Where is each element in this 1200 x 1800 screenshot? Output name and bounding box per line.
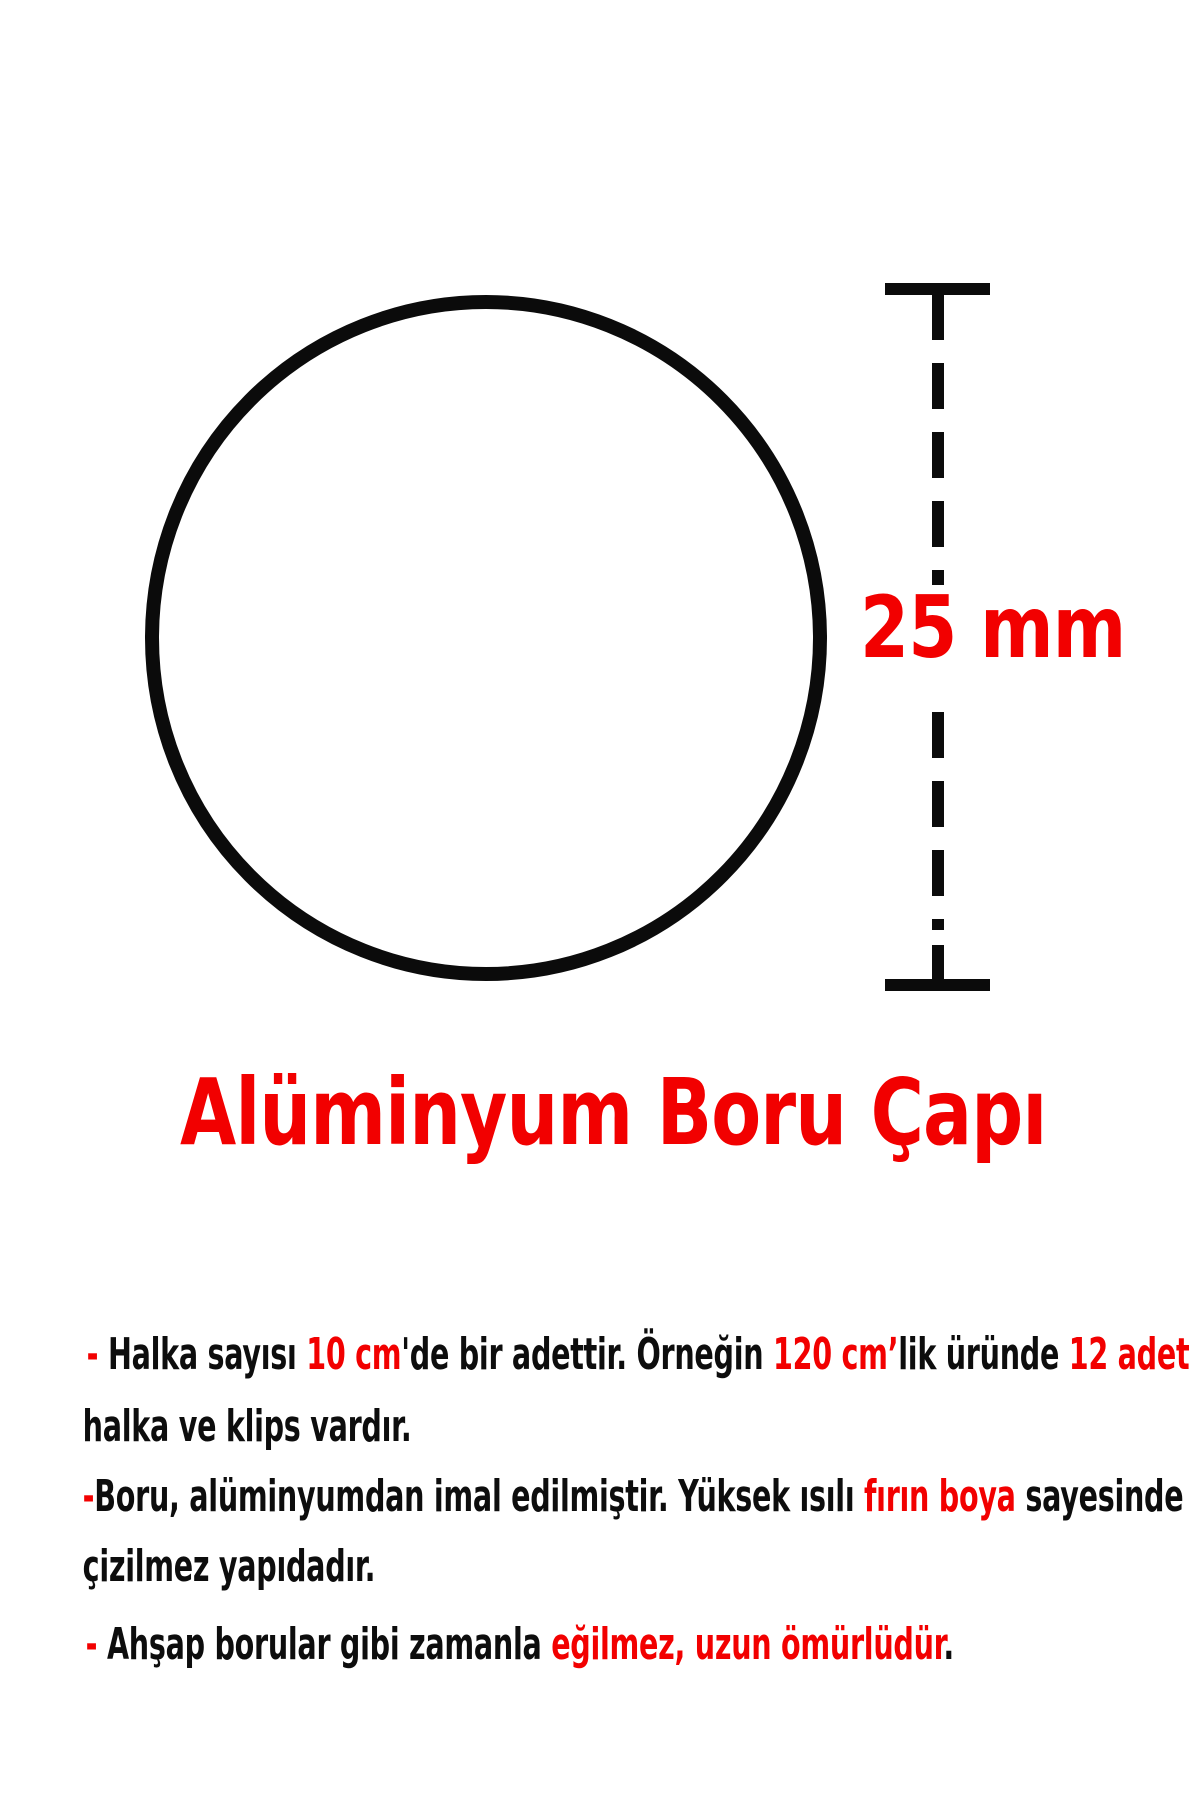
text-segment: 120 cm’ — [773, 1329, 899, 1380]
text-segment: Ahşap borular gibi zamanla — [106, 1619, 552, 1670]
text-segment: 'de bir adettir. Örneğin — [401, 1329, 774, 1380]
text-segment: . — [943, 1619, 954, 1670]
text-segment: 12 adet — [1068, 1329, 1190, 1380]
dimension-label: 25 mm — [860, 578, 1126, 678]
text-line-5 — [47, 1579, 954, 1711]
text-segment: - — [86, 1329, 108, 1380]
page-title: Alüminyum Boru Çapı — [180, 1059, 1047, 1166]
text-segment — [685, 1619, 695, 1670]
text-segment: fırın boya — [864, 1471, 1016, 1522]
text-segment: eğilmez, — [551, 1619, 686, 1670]
text-segment: uzun ömürlüdür — [694, 1619, 944, 1670]
text-segment: 10 cm — [306, 1329, 402, 1380]
text-segment: Halka sayısı — [107, 1329, 307, 1380]
text-segment: halka ve klips vardır. — [82, 1401, 412, 1452]
text-segment: Boru, alüminyumdan imal edilmiştir. Yüksek ısılı — [94, 1471, 865, 1522]
pipe-cross-section-circle — [152, 302, 820, 974]
text-segment: lik üründe — [898, 1329, 1069, 1380]
text-segment: sayesinde — [1015, 1471, 1184, 1522]
text-segment: - — [82, 1471, 95, 1522]
text-segment: çizilmez yapıdadır. — [82, 1541, 376, 1592]
text-segment: - — [85, 1619, 107, 1670]
